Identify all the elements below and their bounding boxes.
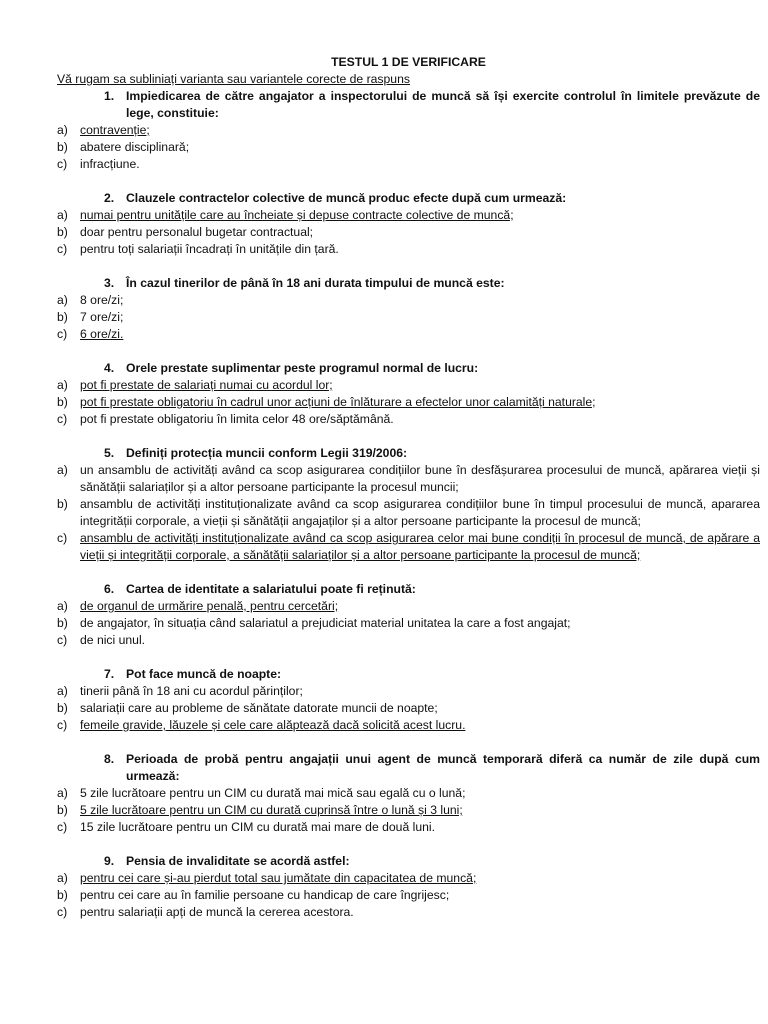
question-number: 2. [104,191,115,205]
option-letter: c) [57,242,68,256]
question-block [57,751,760,836]
answer-options [57,377,760,428]
question-number: 7. [104,667,115,681]
option-text: un ansamblu de activități având ca scop asigurarea condițiilor bune în desfășurarea procesului de muncă, apărarea vieții și sănătății salariaților și a altor persoane participante la procesul muncii; [80,463,760,494]
option-letter: b) [57,803,68,817]
answer-option[interactable] [57,377,760,394]
question-number: 8. [104,752,115,766]
question-number-cell [57,751,126,785]
question-heading [57,360,760,377]
option-letter: a) [57,871,68,885]
question-text: Definiți protecția muncii conform Legii 319/2006: [126,446,408,460]
question-block [57,88,760,173]
question-text: În cazul tinerilor de până în 18 ani durata timpului de muncă este: [126,276,505,290]
question-text: Cartea de identitate a salariatului poate fi reținută: [126,582,416,596]
document-title: TESTUL 1 DE VERIFICARE [331,55,486,69]
question-number-cell [57,275,126,292]
option-letter: b) [57,497,68,511]
question-text: Impiedicarea de către angajator a inspectorului de muncă să își exercite controlul în limitele prevăzute de lege, constituie: [126,89,760,120]
answer-option[interactable] [57,462,760,496]
answer-option[interactable] [57,224,760,241]
answer-options [57,870,760,921]
option-text-underlined: numai pentru unitățile care au încheiate și depuse contracte colective de muncă; [80,208,514,222]
question-heading [57,581,760,598]
question-number-cell [57,853,126,870]
answer-option[interactable] [57,717,760,734]
option-text: de angajator, în situația când salariatul a prejudiciat material unitatea la care a fost angajat; [80,616,571,630]
answer-options [57,683,760,734]
question-heading [57,853,760,870]
option-letter: c) [57,531,68,545]
answer-options [57,122,760,173]
option-text-underlined: femeile gravide, lăuzele și cele care alăptează dacă solicită acest lucru. [80,718,466,732]
option-letter: c) [57,327,68,341]
option-letter: b) [57,310,68,324]
question-spacer [57,173,760,190]
answer-option[interactable] [57,292,760,309]
answer-option[interactable] [57,785,760,802]
option-text: ansamblu de activități instituționalizate având ca scop asigurarea condițiilor bune în timpul procesului de muncă, apararea integrității corporale, a vieții și sănătății angajaților și a altor persoane participante la procesul de muncă; [80,497,760,528]
question-block [57,666,760,734]
option-text-underlined: contravenție; [80,123,150,137]
option-letter: c) [57,905,68,919]
question-number: 1. [104,89,115,103]
question-heading [57,666,760,683]
answer-option[interactable] [57,326,760,343]
option-text: 15 zile lucrătoare pentru un CIM cu durată mai mare de două luni. [80,820,435,834]
option-text: pentru toți salariații încadrați în unitățile din țară. [80,242,339,256]
option-text: doar pentru personalul bugetar contractual; [80,225,314,239]
instructions-text: Vă rugam sa subliniați varianta sau variantele corecte de raspuns [57,72,410,86]
option-text-underlined: de organul de urmărire penală, pentru cercetări; [80,599,339,613]
option-letter: a) [57,684,68,698]
option-text-underlined: pentru cei care și-au pierdut total sau jumătate din capacitatea de muncă; [80,871,477,885]
option-text: 8 ore/zi; [80,293,124,307]
option-text: abatere disciplinară; [80,140,190,154]
question-number-cell [57,666,126,683]
document-page [57,54,760,921]
answer-options [57,462,760,564]
question-block [57,853,760,921]
answer-options [57,598,760,649]
question-spacer [57,836,760,853]
question-number: 3. [104,276,115,290]
option-letter: b) [57,140,68,154]
question-block [57,360,760,428]
question-block [57,275,760,343]
option-text: de nici unul. [80,633,146,647]
answer-options [57,207,760,258]
question-heading [57,88,760,122]
option-text: tinerii până în 18 ani cu acordul părinților; [80,684,303,698]
answer-option[interactable] [57,819,760,836]
question-block [57,190,760,258]
answer-option[interactable] [57,683,760,700]
answer-option[interactable] [57,700,760,717]
question-block [57,581,760,649]
answer-option[interactable] [57,632,760,649]
answer-option[interactable] [57,598,760,615]
answer-options [57,292,760,343]
question-text: Perioada de probă pentru angajații unui agent de muncă temporară diferă ca număr de zile după cum urmează: [126,752,760,783]
option-letter: a) [57,378,68,392]
option-text-underlined: ansamblu de activități instituționalizate având ca scop asigurarea celor mai bune condiții în procesul de muncă, de apărare a vieții și integrității corporale, a sănătății salariaților și a altor persoane participante la procesul de muncă; [80,531,760,562]
option-letter: b) [57,888,68,902]
option-text-underlined: pot fi prestate de salariați numai cu acordul lor; [80,378,333,392]
question-spacer [57,343,760,360]
question-number-cell [57,360,126,377]
option-text: salariații care au probleme de sănătate datorate muncii de noapte; [80,701,438,715]
question-spacer [57,649,760,666]
option-letter: a) [57,463,68,477]
option-letter: a) [57,123,68,137]
option-letter: b) [57,616,68,630]
answer-option[interactable] [57,802,760,819]
option-text: infracțiune. [80,157,140,171]
answer-option[interactable] [57,309,760,326]
question-heading [57,275,760,292]
questions-list [57,88,760,921]
option-letter: b) [57,701,68,715]
question-text: Clauzele contractelor colective de muncă produc efecte după cum urmează: [126,191,567,205]
option-text: 7 ore/zi; [80,310,124,324]
option-letter: c) [57,820,68,834]
option-letter: c) [57,412,68,426]
answer-option[interactable] [57,122,760,139]
option-letter: b) [57,395,68,409]
option-text: pentru cei care au în familie persoane cu handicap de care îngrijesc; [80,888,450,902]
option-text: pentru salariații apți de muncă la cererea acestora. [80,905,354,919]
question-number: 5. [104,446,115,460]
option-text: 5 zile lucrătoare pentru un CIM cu durată mai mică sau egală cu o lună; [80,786,466,800]
question-number-cell [57,190,126,207]
question-text: Pot face muncă de noapte: [126,667,282,681]
question-number: 6. [104,582,115,596]
option-letter: c) [57,157,68,171]
option-text: pot fi prestate obligatoriu în limita celor 48 ore/săptămână. [80,412,394,426]
answer-option[interactable] [57,241,760,258]
question-number: 4. [104,361,115,375]
question-text: Pensia de invaliditate se acordă astfel: [126,854,350,868]
question-heading [57,751,760,785]
answer-option[interactable] [57,870,760,887]
question-text: Orele prestate suplimentar peste programul normal de lucru: [126,361,479,375]
option-letter: b) [57,225,68,239]
question-block [57,445,760,564]
question-number: 9. [104,854,115,868]
answer-option[interactable] [57,156,760,173]
question-number-cell [57,445,126,462]
question-number-cell [57,581,126,598]
question-heading [57,445,760,462]
option-text-underlined: pot fi prestate obligatoriu în cadrul unor acțiuni de înlăturare a efectelor unor calamități naturale; [80,395,596,409]
option-letter: c) [57,718,68,732]
option-letter: a) [57,293,68,307]
question-heading [57,190,760,207]
answer-option[interactable] [57,207,760,224]
option-letter: c) [57,633,68,647]
question-spacer [57,734,760,751]
question-number-cell [57,88,126,122]
answer-option[interactable] [57,904,760,921]
question-spacer [57,564,760,581]
answer-option[interactable] [57,139,760,156]
question-spacer [57,428,760,445]
question-spacer [57,258,760,275]
answer-option[interactable] [57,530,760,564]
option-letter: a) [57,599,68,613]
answer-option[interactable] [57,394,760,411]
option-text-underlined: 5 zile lucrătoare pentru un CIM cu durată cuprinsă între o lună și 3 luni; [80,803,463,817]
option-text-underlined: 6 ore/zi. [80,327,124,341]
answer-option[interactable] [57,411,760,428]
answer-options [57,785,760,836]
option-letter: a) [57,208,68,222]
answer-option[interactable] [57,496,760,530]
answer-option[interactable] [57,615,760,632]
option-letter: a) [57,786,68,800]
answer-option[interactable] [57,887,760,904]
